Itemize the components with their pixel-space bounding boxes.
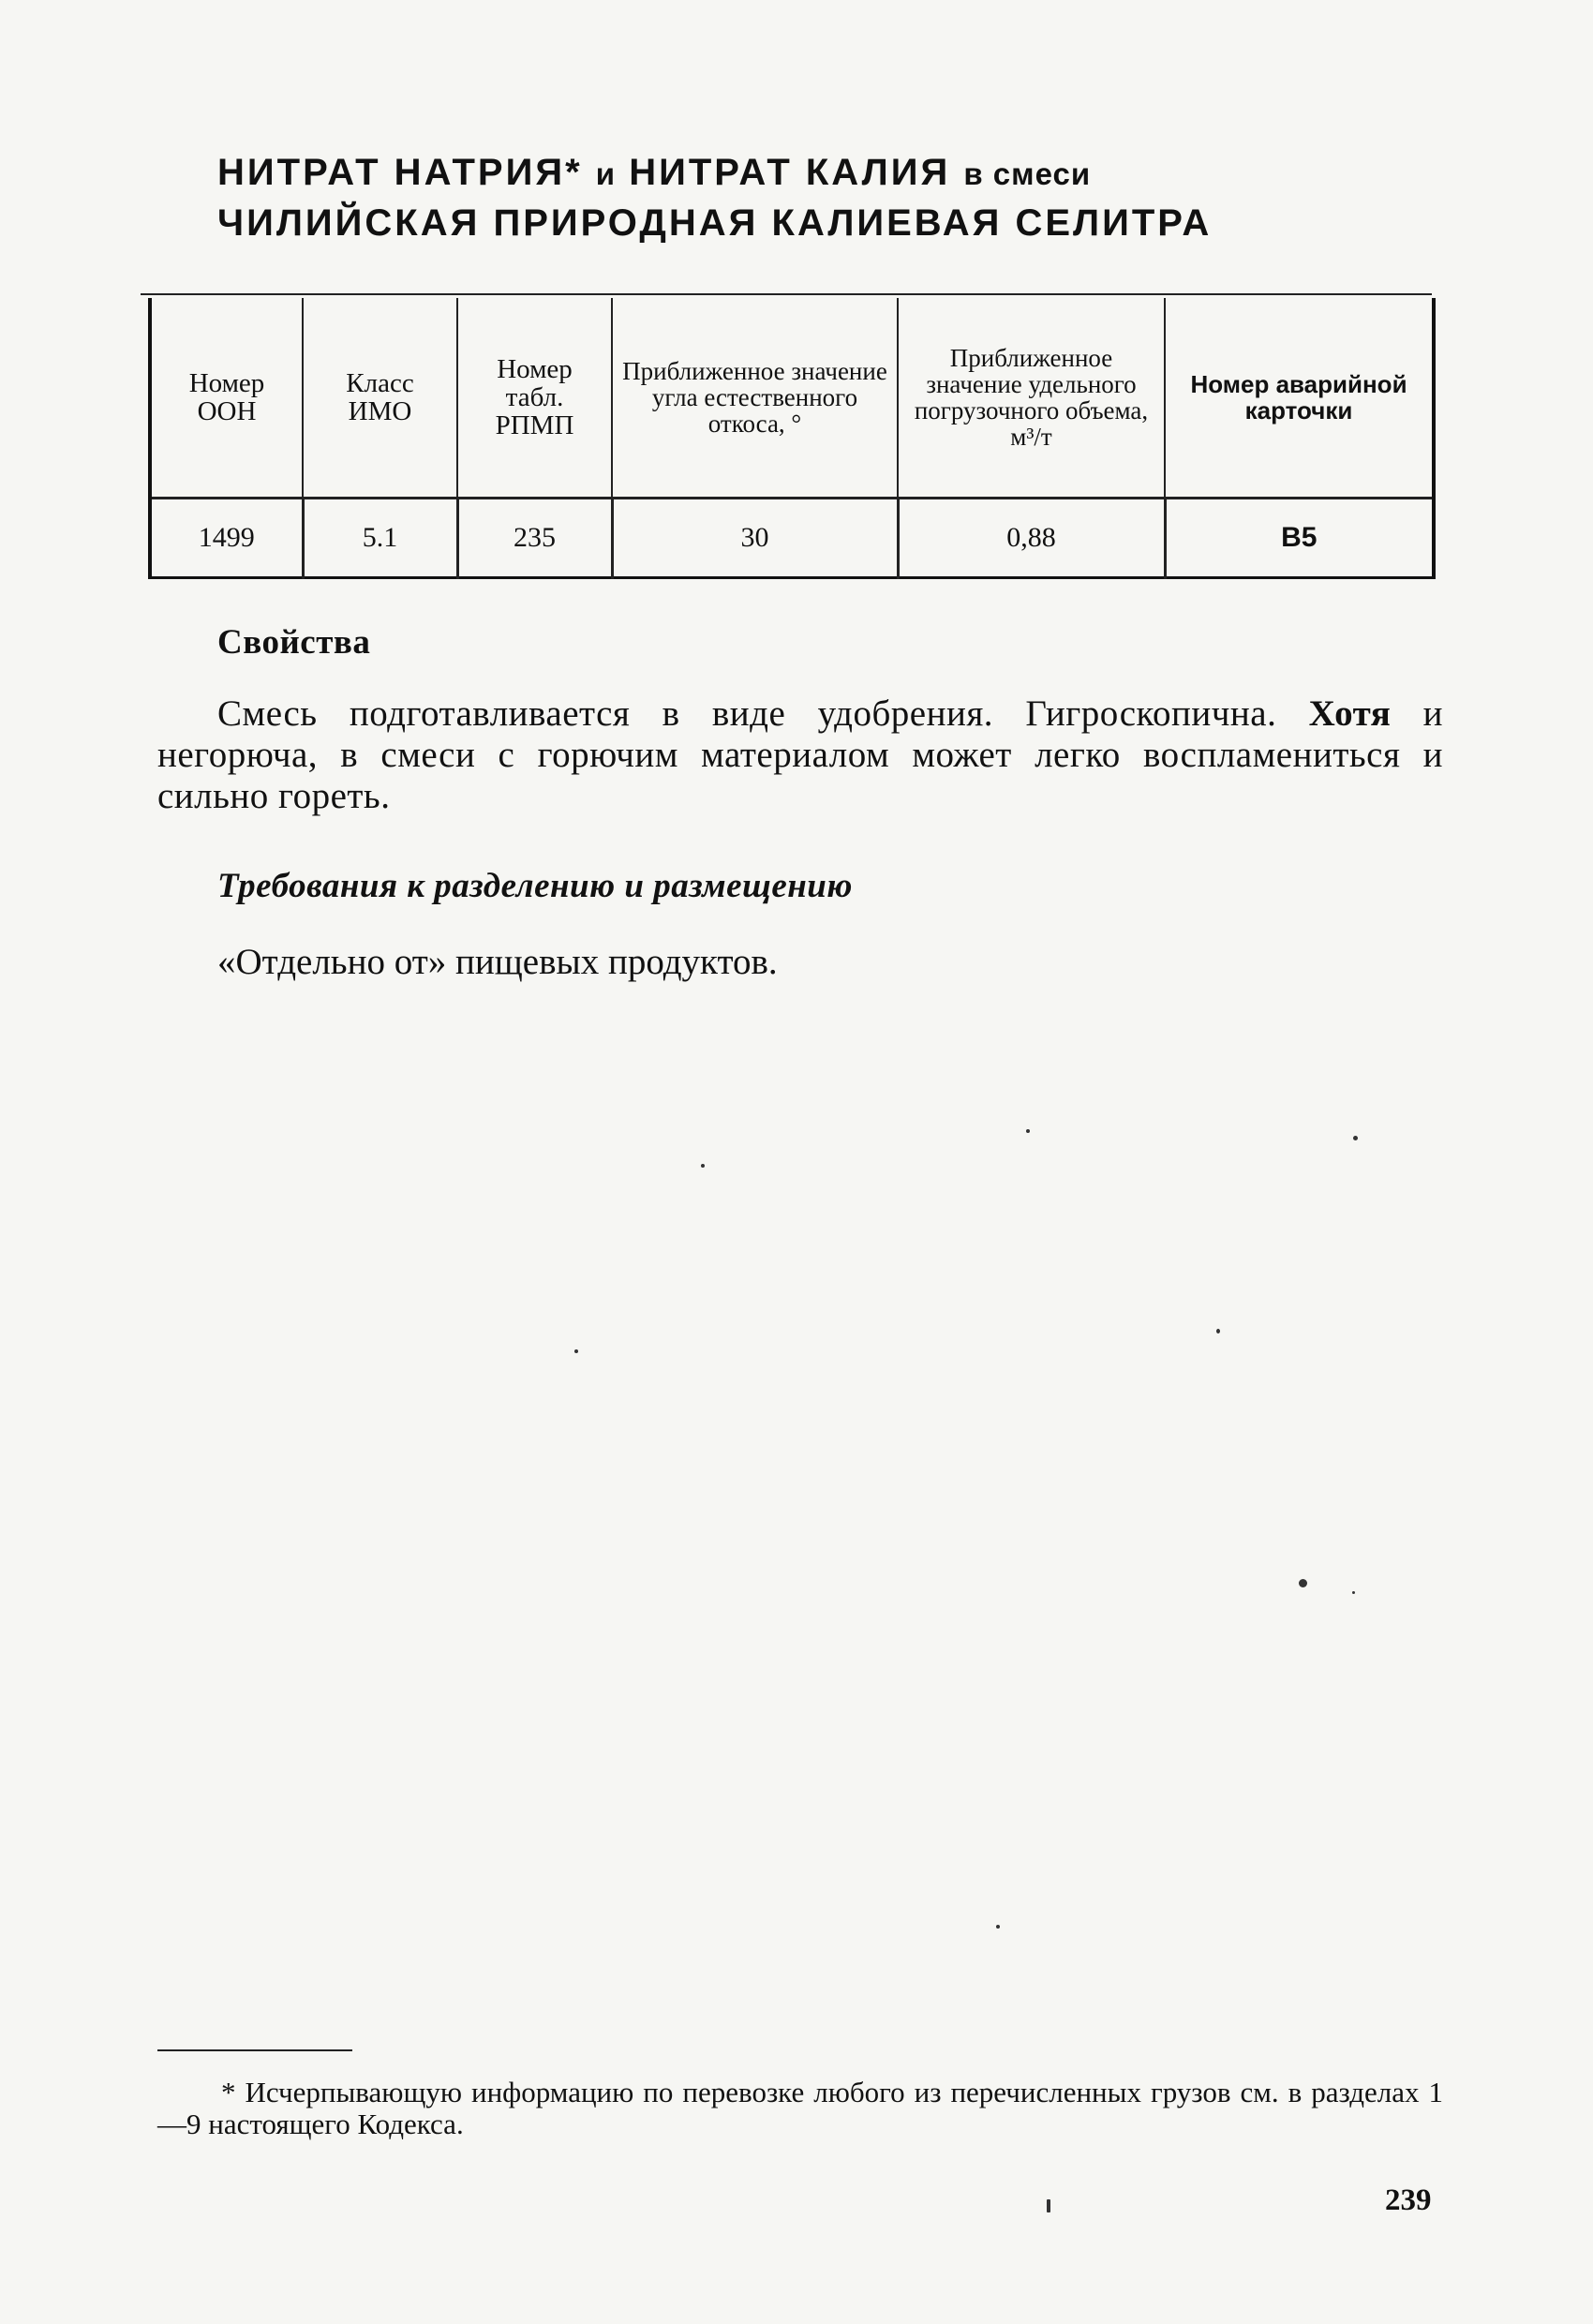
footnote-text: * Исчерпывающую информацию по перевозке любого из перечисленных грузов см. в разделах 1—9 настоящего Кодекса. <box>157 2076 1443 2140</box>
header-un-number: Номер ООН <box>150 298 303 499</box>
footnote-rule <box>157 2049 352 2051</box>
cell-rpmp-table: 235 <box>457 499 612 578</box>
scan-speck <box>1299 1579 1307 1587</box>
title-potassium-nitrate: НИТРАТ КАЛИЯ <box>629 152 951 193</box>
segregation-text: «Отдельно от» пищевых продуктов. <box>217 942 778 982</box>
header-stowage-factor: Приближенное значение удельного погрузочного объема, м³/т <box>898 298 1165 499</box>
table-row <box>150 499 1434 578</box>
segregation-heading: Требования к разделению и размещению <box>217 867 853 905</box>
properties-heading: Свойства <box>217 623 371 662</box>
scan-speck <box>701 1164 705 1168</box>
properties-text-bold: Хотя <box>1308 693 1392 734</box>
scan-speck <box>1216 1329 1220 1333</box>
scan-speck <box>996 1925 1000 1929</box>
scan-speck <box>1026 1129 1030 1133</box>
title-sodium-nitrate: НИТРАТ НАТРИЯ* <box>217 152 583 193</box>
title-line-2: ЧИЛИЙСКАЯ ПРИРОДНАЯ КАЛИЕВАЯ СЕЛИТРА <box>217 202 1213 244</box>
table-top-rule <box>141 293 1432 295</box>
page-number: 239 <box>1385 2183 1432 2217</box>
footnote <box>157 2077 1443 2140</box>
table-header-row <box>150 298 1434 499</box>
title-in-mixture: в смеси <box>963 156 1092 191</box>
header-rpmp-table: Номер табл. РПМП <box>457 298 612 499</box>
scan-speck <box>1352 1591 1355 1594</box>
properties-text <box>157 693 1443 817</box>
scan-speck <box>1353 1136 1358 1140</box>
header-emergency-card: Номер аварийной карточки <box>1190 370 1407 425</box>
cargo-spec-table <box>148 298 1436 579</box>
cell-emergency-card: B5 <box>1165 499 1434 578</box>
title-conjunction: и <box>595 156 617 191</box>
cell-un-number: 1499 <box>150 499 303 578</box>
header-repose-angle: Приближенное значение угла естественного откоса, ° <box>612 298 898 499</box>
document-title <box>217 148 1436 247</box>
cell-repose-angle: 30 <box>612 499 898 578</box>
scan-speck <box>574 1349 578 1353</box>
properties-text-part2: и негорюча, в смеси с горючим материалом может легко воспламениться и сильно гореть. <box>157 693 1444 816</box>
header-imo-class: Класс ИМО <box>303 298 457 499</box>
title-line-1 <box>217 148 1436 199</box>
cell-imo-class: 5.1 <box>303 499 457 578</box>
cell-stowage-factor: 0,88 <box>898 499 1165 578</box>
properties-text-part1: Смесь подготавливается в виде удобрения. Гигроскопична. <box>217 693 1277 734</box>
scan-speck <box>1047 2199 1050 2212</box>
